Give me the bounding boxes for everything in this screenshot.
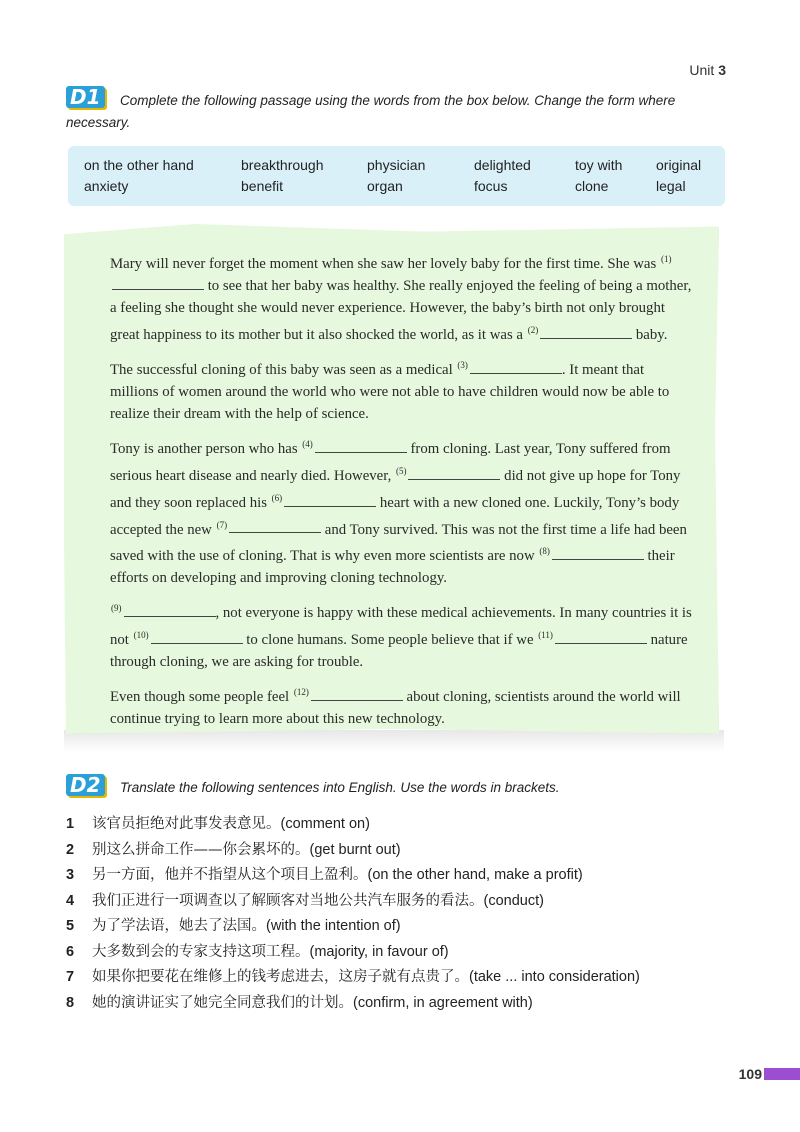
blank-2[interactable] — [540, 324, 632, 339]
item-chinese: 另一方面，他并不指望从这个项目上盈利。 — [92, 867, 368, 883]
passage-text-run: heart with a new cloned one. Luckily, Tony’s body accepted the new — [110, 494, 680, 538]
passage-text-run: Even though some people feel — [110, 689, 293, 706]
page-number: 109 — [738, 1066, 762, 1082]
word-box-item: clone — [575, 178, 609, 194]
blank-4[interactable] — [315, 438, 407, 453]
blank-7[interactable] — [229, 518, 321, 533]
item-chinese: 该官员拒绝对此事发表意见。 — [92, 816, 281, 832]
passage-text — [110, 248, 695, 738]
passage-text-run: their efforts on developing and improving cloning technology. — [110, 548, 675, 587]
blank-12[interactable] — [311, 686, 403, 701]
list-item — [66, 889, 746, 915]
list-item — [66, 863, 746, 889]
blank-number: (5) — [395, 465, 407, 476]
item-chinese: 别这么拼命工作——你会累坏的。 — [92, 841, 310, 858]
passage-text-run: about cloning, scientists around the world will continue trying to learn more about this new technology. — [110, 689, 681, 728]
list-item — [66, 940, 746, 966]
blank-number: (6) — [271, 492, 283, 503]
blank-number: (4) — [302, 438, 313, 449]
item-hint: (comment on) — [280, 816, 370, 832]
blank-5[interactable] — [408, 465, 500, 480]
word-box-item: legal — [656, 178, 686, 194]
item-chinese: 为了学法语，她去了法国。 — [92, 918, 266, 934]
blank-11[interactable] — [555, 629, 647, 644]
word-box-item: physician — [367, 157, 426, 173]
word-box-item: organ — [367, 178, 403, 194]
blank-6[interactable] — [284, 492, 376, 507]
item-hint: (conduct) — [483, 892, 544, 909]
word-box-item: toy with — [575, 157, 623, 173]
passage-text-run: Tony is another person who has — [110, 440, 302, 457]
item-hint: (on the other hand, make a profit) — [367, 867, 583, 883]
word-box-item: delighted — [474, 157, 531, 173]
list-item — [66, 991, 746, 1017]
blank-number: (8) — [539, 546, 550, 557]
item-number: 5 — [66, 918, 75, 934]
item-hint: (confirm, in agreement with) — [353, 994, 533, 1011]
passage-text-run: . It meant that millions of women around the world who were not able to have children would now be able to realize their dream with the help of science. — [110, 361, 670, 422]
passage-text-run: to see that her baby was healthy. She really enjoyed the feeling of being a mother, a feeling she thought she would never experience. However, the baby’s birth not only brought great happiness to its mother but it also shocked the world, as it was a — [110, 277, 692, 343]
list-item — [66, 812, 746, 838]
word-box-item: on the other hand — [84, 157, 194, 173]
unit-label — [689, 62, 726, 78]
passage-text-run: nature through cloning, we are asking for trouble. — [110, 632, 688, 671]
passage-text-run: did not give up hope for Tony and they soon replaced his — [110, 467, 681, 511]
word-box — [68, 146, 725, 206]
item-hint: (majority, in favour of) — [309, 943, 449, 960]
word-box-item: breakthrough — [241, 157, 324, 173]
d1-instruction-line2: necessary. — [66, 115, 131, 130]
passage-paragraph-5 — [110, 681, 695, 730]
passage-text-run: Mary will never forget the moment when she saw her lovely baby for the first time. She was — [110, 255, 660, 272]
passage-text-run: The successful cloning of this baby was seen as a medical — [110, 361, 457, 378]
d2-instruction: Translate the following sentences into English. Use the words in brackets. — [120, 780, 560, 795]
item-number: 6 — [66, 943, 75, 960]
passage-text-run: and Tony survived. This was not the first time a life had been saved with the use of cloning. That is why even more scientists are now — [110, 521, 687, 565]
passage-text-run: baby. — [632, 326, 668, 343]
passage-paragraph-1 — [110, 248, 695, 346]
item-hint: (with the intention of) — [266, 918, 401, 934]
item-hint: (take ... into consideration) — [469, 969, 640, 985]
item-chinese: 她的演讲证实了她完全同意我们的计划。 — [92, 994, 353, 1011]
blank-1[interactable] — [112, 275, 204, 290]
list-item — [66, 965, 746, 991]
blank-9[interactable] — [124, 602, 216, 617]
word-box-item: original — [656, 157, 702, 173]
item-number: 4 — [66, 892, 75, 909]
d1-badge: D1 — [66, 86, 105, 108]
blank-number: (3) — [457, 359, 468, 370]
blank-number: (7) — [216, 519, 228, 530]
passage-text-run: , not everyone is happy with these medical achievements. In many countries it is not — [110, 605, 692, 649]
blank-number: (2) — [527, 324, 539, 335]
item-number: 3 — [66, 867, 75, 883]
list-item — [66, 838, 746, 864]
list-item — [66, 914, 746, 940]
passage-text-run: to clone humans. Some people believe that if we — [242, 632, 538, 649]
unit-text: Unit — [689, 62, 715, 78]
word-box-item: anxiety — [84, 178, 129, 194]
blank-number: (10) — [133, 630, 149, 641]
item-chinese: 如果你把要花在维修上的钱考虑进去，这房子就有点贵了。 — [92, 969, 469, 985]
passage-paragraph-3 — [110, 433, 695, 590]
passage-paragraph-2 — [110, 354, 695, 425]
item-chinese: 我们正进行一项调查以了解顾客对当地公共汽车服务的看法。 — [92, 892, 484, 909]
item-number: 7 — [66, 969, 75, 985]
blank-number: (9) — [111, 603, 122, 614]
page-accent-bar — [764, 1068, 800, 1080]
translation-list — [66, 812, 746, 1016]
blank-number: (11) — [538, 630, 553, 641]
d1-instruction-line1: Complete the following passage using the words from the box below. Change the form where — [120, 93, 676, 108]
blank-8[interactable] — [552, 545, 644, 560]
passage-text-run: from cloning. Last year, Tony suffered from serious heart disease and nearly died. However, — [110, 440, 671, 484]
item-hint: (get burnt out) — [309, 841, 401, 858]
item-number: 8 — [66, 994, 75, 1011]
d2-badge: D2 — [66, 774, 105, 796]
passage-paragraph-4 — [110, 597, 695, 673]
item-number: 1 — [66, 816, 75, 832]
unit-number: 3 — [718, 62, 726, 78]
blank-number: (1) — [660, 254, 672, 264]
word-box-item: focus — [474, 178, 508, 194]
passage-card — [64, 224, 724, 752]
blank-number: (12) — [293, 687, 309, 698]
blank-10[interactable] — [151, 629, 243, 644]
blank-3[interactable] — [470, 359, 562, 374]
item-number: 2 — [66, 841, 75, 858]
word-box-item: benefit — [241, 178, 284, 194]
item-chinese: 大多数到会的专家支持这项工程。 — [92, 943, 310, 960]
